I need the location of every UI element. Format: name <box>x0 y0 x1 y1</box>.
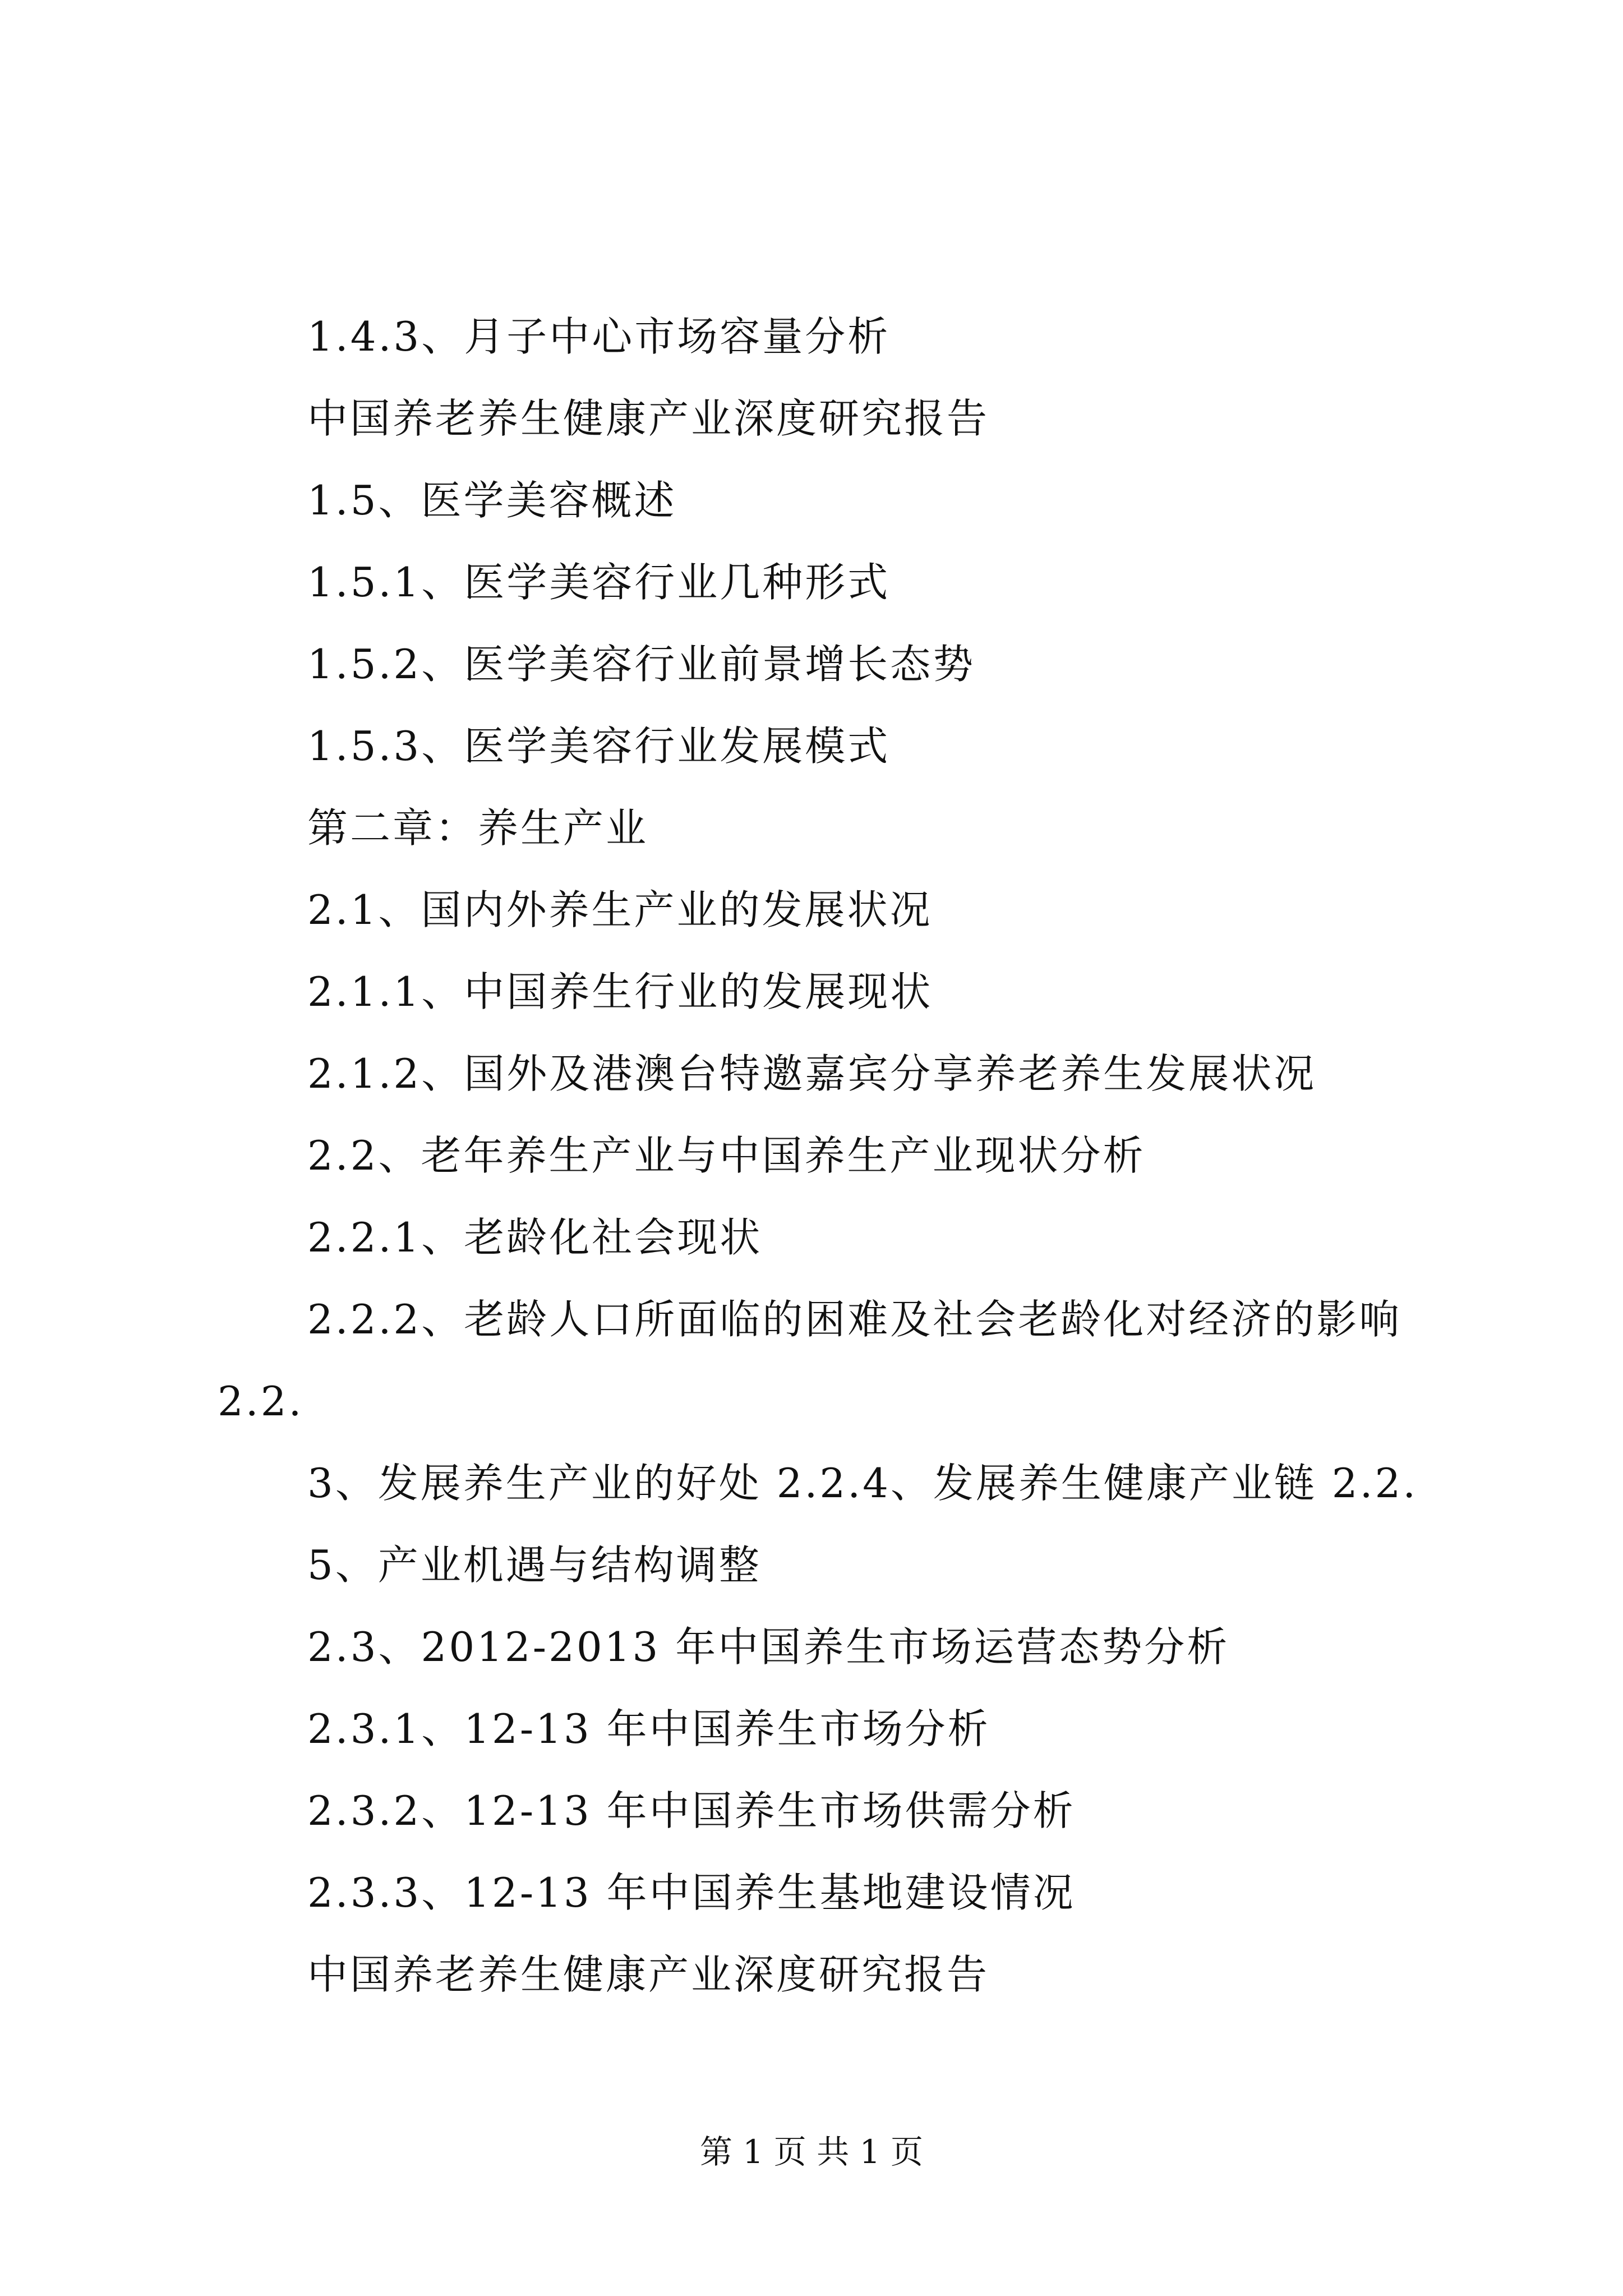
toc-line-2-2-3-to-2-2-4: 3、发展养生产业的好处 2.2.4、发展养生健康产业链 2.2. <box>307 1460 1418 1507</box>
toc-line-2-1-1: 2.1.1、中国养生行业的发展现状 <box>307 968 933 1015</box>
toc-line-2-1-2: 2.1.2、国外及港澳台特邀嘉宾分享养老养生发展状况 <box>307 1050 1317 1097</box>
toc-line-1-4-3: 1.4.3、月子中心市场容量分析 <box>307 313 891 360</box>
toc-line-2-2-5: 5、产业机遇与结构调整 <box>307 1542 762 1589</box>
chapter-2-heading: 第二章：养生产业 <box>307 804 649 852</box>
toc-line-1-5: 1.5、医学美容概述 <box>307 477 677 524</box>
toc-line-2-1: 2.1、国内外养生产业的发展状况 <box>307 886 933 933</box>
page-footer: 第 1 页 共 1 页 <box>700 2133 923 2171</box>
toc-line-2-3-1: 2.3.1、12-13 年中国养生市场分析 <box>307 1705 990 1752</box>
toc-line-2-2-1: 2.2.1、老龄化社会现状 <box>307 1214 763 1261</box>
running-title: 中国养老养生健康产业深度研究报告 <box>307 395 990 442</box>
toc-line-2-2-2: 2.2.2、老龄人口所面临的困难及社会老龄化对经济的影响 <box>307 1296 1402 1343</box>
toc-line-2-3-3: 2.3.3、12-13 年中国养生基地建设情况 <box>307 1869 1076 1916</box>
toc-line-1-5-2: 1.5.2、医学美容行业前景增长态势 <box>307 641 976 688</box>
toc-line-2-3-2: 2.3.2、12-13 年中国养生市场供需分析 <box>307 1787 1076 1834</box>
toc-line-wrap-2-2: 2.2. <box>218 1378 304 1425</box>
toc-line-2-3: 2.3、2012-2013 年中国养生市场运营态势分析 <box>307 1623 1230 1671</box>
running-title-bottom: 中国养老养生健康产业深度研究报告 <box>307 1951 990 1998</box>
toc-line-2-2: 2.2、老年养生产业与中国养生产业现状分析 <box>307 1132 1146 1179</box>
toc-line-1-5-1: 1.5.1、医学美容行业几种形式 <box>307 559 891 606</box>
toc-line-1-5-3: 1.5.3、医学美容行业发展模式 <box>307 723 891 770</box>
